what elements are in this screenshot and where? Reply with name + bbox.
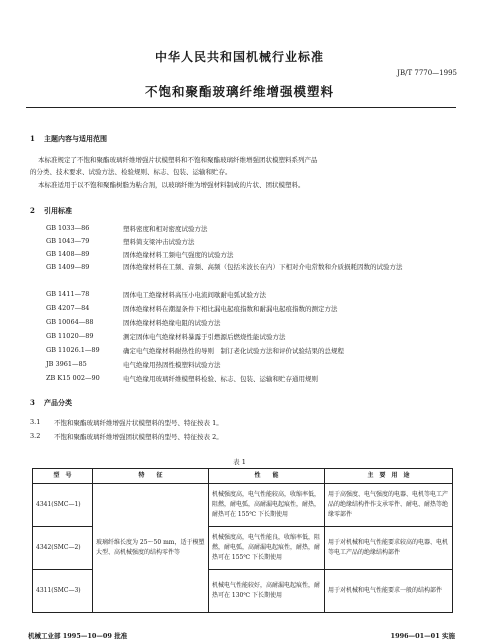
use-cell: 用于对机械和电气性能要求较高的电器、电机等电工产品的绝缘结构部件	[325, 527, 453, 570]
ref-code: GB 1043—79	[46, 237, 90, 245]
use-cell: 用于高强度、电气强度的电器、电机等电工产品的绝缘结构件作支承零件、耐电、耐热等绝缘零部件	[325, 484, 453, 527]
table-row	[33, 484, 453, 527]
ref-title: 固体绝缘材料工频电气强度的试验方法	[123, 251, 234, 259]
section-1-para-2: 本标准适用于以不饱和聚酯树脂为粘合剂，以玻璃纤维为增强材料制成的片状、团状模塑料。	[38, 181, 305, 189]
column-header-use: 主 要 用 途	[325, 469, 453, 484]
ref-code: GB 11026.1—89	[46, 346, 100, 354]
standard-number: JB/T 7770—1995	[397, 69, 457, 77]
effective-date-line: 1996—01—01 实施	[390, 632, 455, 640]
ref-title: 塑料简支梁冲击试验方法	[123, 238, 195, 246]
ref-title: 电气绝缘用玻璃纤维模塑料检验、标志、包装、运输和贮存通用规则	[123, 375, 318, 383]
product-classification-table	[32, 468, 453, 613]
clause-3-2-number: 3.2	[30, 432, 41, 440]
section-3-number: 3	[30, 398, 35, 407]
ref-title: 电气绝缘用热固性模塑料试验方法	[123, 361, 221, 369]
section-3-heading	[30, 398, 72, 408]
use-cell: 用于对机械和电气性能要求一般的结构部件	[325, 570, 453, 613]
property-cell: 机械强度高，电气性能较高，收缩率低，阻燃，耐电弧，高耐漏电起痕性，耐热，耐热可在 155℃ 下长期使用	[209, 484, 325, 527]
ref-code: GB 1411—78	[46, 290, 90, 298]
issuing-body-header: 中华人民共和国机械行业标准	[154, 50, 324, 64]
section-1-heading	[30, 134, 107, 144]
property-cell: 机械电气性能较好，高耐漏电起痕性，耐热可在 130℃ 下长期使用	[209, 570, 325, 613]
ref-code: ZB K15 002—90	[46, 374, 100, 382]
section-2-title: 引用标准	[44, 206, 72, 215]
document-title: 不饱和聚酯玻璃纤维增强模塑料	[144, 84, 334, 99]
ref-title: 塑料密度和相对密度试验方法	[123, 225, 208, 233]
model-cell: 4311(SMC—3)	[33, 570, 93, 613]
ref-code: JB 3961—85	[46, 360, 87, 368]
table-caption: 表 1	[233, 458, 246, 466]
clause-3-1-number: 3.1	[30, 418, 41, 426]
clause-3-1-text: 不饱和聚酯玻璃纤维增强片状模塑料的型号、特征按表 1。	[54, 419, 223, 427]
ref-title: 确定电气绝缘材料耐热性的导则 制订老化试验方法和评价试验结果的总规程	[123, 347, 344, 355]
section-1-title: 主题内容与适用范围	[44, 134, 107, 143]
ref-title: 固体绝缘材料绝缘电阻的试验方法	[123, 319, 221, 327]
title-rule	[26, 107, 456, 108]
section-3-title: 产品分类	[44, 398, 72, 407]
ref-code: GB 1033—86	[46, 224, 90, 232]
ref-code: GB 1408—89	[46, 250, 90, 258]
model-cell: 4341(SMC—1)	[33, 484, 93, 527]
model-cell: 4342(SMC—2)	[33, 527, 93, 570]
property-cell: 机械强度高，电气性能良，收缩率低，阻燃，耐电弧，高耐漏电起痕性，耐热，耐热可在 155℃ 下长期使用	[209, 527, 325, 570]
section-1-para-1: 本标准规定了不饱和聚酯玻璃纤维增强片状模塑料和不饱和聚酯玻璃纤维增强团状模塑料系列产品	[38, 156, 318, 164]
section-2-heading	[30, 206, 72, 216]
approval-line: 机械工业部 1995—10—09 批准	[28, 632, 128, 640]
table-header-row	[33, 469, 453, 484]
ref-title: 固体电工绝缘材料高压小电流间歇耐电弧试验方法	[123, 291, 266, 299]
clause-3-2-text: 不饱和聚酯玻璃纤维增强团状模塑料的型号、特征按表 2。	[54, 433, 223, 441]
ref-code: GB 4207—84	[46, 304, 90, 312]
ref-title: 固体绝缘材料在工频、音频、高频（包括米波长在内）下相对介电常数和介质损耗因数的试验方法	[123, 263, 403, 271]
ref-title: 测定固体电气绝缘材料暴露于引燃源后燃烧性能试验方法	[123, 333, 286, 341]
ref-code: GB 10064—88	[46, 318, 94, 326]
ref-title: 固体绝缘材料在潮湿条件下相比漏电起痕指数和耐漏电起痕指数的测定方法	[123, 305, 338, 313]
column-header-model: 型 号	[33, 469, 93, 484]
column-header-feature: 特 征	[93, 469, 209, 484]
ref-code: GB 1409—89	[46, 263, 90, 271]
column-header-property: 性 能	[209, 469, 325, 484]
section-2-number: 2	[30, 206, 35, 215]
section-1-number: 1	[30, 134, 35, 143]
ref-code: GB 11020—89	[46, 332, 94, 340]
section-1-para-1-cont: 的分类、技术要求、试验方法、检验规则、标志、包装、运输和贮存。	[30, 168, 232, 176]
feature-cell: 玻璃纤维长度为 25～50 mm，适于模塑大型、高机械强度的结构零件等	[93, 484, 209, 613]
